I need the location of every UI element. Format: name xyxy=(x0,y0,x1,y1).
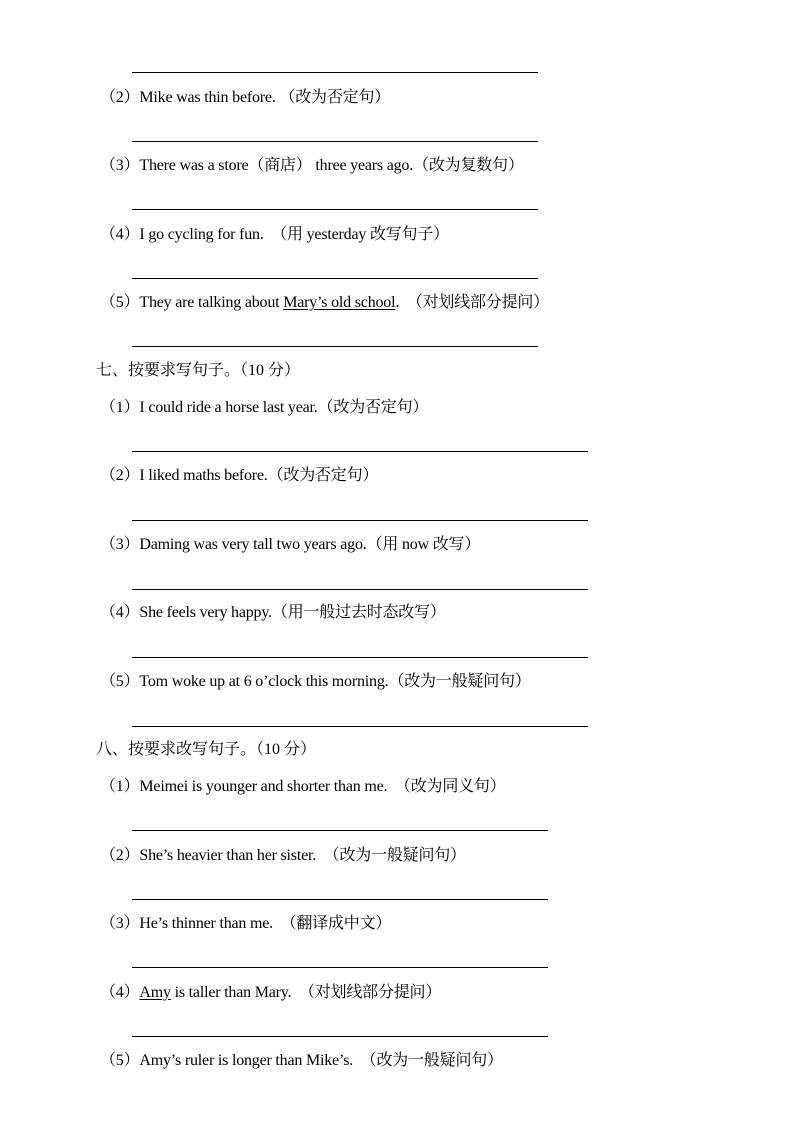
question-number: （5） xyxy=(100,294,140,311)
question-instruction: （用 now 改写） xyxy=(366,536,481,553)
question-sentence: Meimei is younger and shorter than me. xyxy=(139,778,388,795)
question-8-3 xyxy=(100,914,391,934)
question-instruction: （改为一般疑问句） xyxy=(388,673,531,690)
question-sentence: She’s heavier than her sister. xyxy=(139,847,317,864)
question-instruction: （改为一般疑问句） xyxy=(360,1052,503,1069)
answer-blank-6-1[interactable] xyxy=(132,72,538,73)
question-sentence-end: . xyxy=(395,294,400,311)
question-number: （1） xyxy=(100,399,140,416)
question-instruction: （改为一般疑问句） xyxy=(323,847,466,864)
question-number: （2） xyxy=(100,467,140,484)
question-sentence: I go cycling for fun. xyxy=(139,226,264,243)
answer-blank-7-2[interactable] xyxy=(132,520,588,521)
question-instruction: （对划线部分提问） xyxy=(298,984,442,1001)
underlined-phrase: Amy xyxy=(139,984,171,1001)
question-number: （3） xyxy=(100,915,140,932)
question-instruction: （用一般过去时态改写） xyxy=(271,604,446,621)
question-instruction: （用 yesterday 改写句子） xyxy=(271,226,449,243)
question-sentence-start: They are talking about xyxy=(139,294,284,311)
question-6-3 xyxy=(100,156,524,176)
question-8-4 xyxy=(100,983,441,1003)
question-6-2 xyxy=(100,88,390,108)
question-7-4 xyxy=(100,603,446,623)
question-instruction: （翻译成中文） xyxy=(280,915,392,932)
answer-blank-6-3[interactable] xyxy=(132,209,538,210)
question-sentence: He’s thinner than me. xyxy=(139,915,273,932)
section-8-heading: 八、按要求改写句子。（10 分） xyxy=(96,741,317,758)
question-instruction: （改为否定句） xyxy=(279,89,391,106)
question-number: （4） xyxy=(100,604,140,621)
question-8-1 xyxy=(100,777,506,797)
question-8-5 xyxy=(100,1051,503,1071)
question-number: （4） xyxy=(100,226,140,243)
question-sentence: Daming was very tall two years ago. xyxy=(139,536,367,553)
answer-blank-8-4[interactable] xyxy=(132,1036,548,1037)
question-6-5 xyxy=(100,293,549,313)
question-sentence: I could ride a horse last year. xyxy=(139,399,318,416)
question-6-4 xyxy=(100,225,449,245)
question-instruction: （对划线部分提问） xyxy=(406,294,549,311)
answer-blank-7-5[interactable] xyxy=(132,726,588,727)
question-sentence: Mike was thin before. xyxy=(139,89,276,106)
question-number: （3） xyxy=(100,536,140,553)
section-7-heading: 七、按要求写句子。（10 分） xyxy=(96,362,301,379)
question-sentence: There was a store（商店） three years ago. xyxy=(139,157,414,174)
question-instruction: （改为否定句） xyxy=(317,399,429,416)
answer-blank-7-1[interactable] xyxy=(132,451,588,452)
question-instruction: （改为复数句） xyxy=(413,157,524,174)
question-7-1 xyxy=(100,398,428,418)
answer-blank-6-5[interactable] xyxy=(132,346,538,347)
question-instruction: （改为否定句） xyxy=(267,467,379,484)
question-number: （1） xyxy=(100,778,140,795)
question-number: （5） xyxy=(100,673,140,690)
question-sentence: Amy’s ruler is longer than Mike’s. xyxy=(139,1052,354,1069)
question-number: （5） xyxy=(100,1052,140,1069)
question-7-5 xyxy=(100,672,531,692)
question-sentence: Tom woke up at 6 o’clock this morning. xyxy=(139,673,389,690)
question-sentence: She feels very happy. xyxy=(139,604,272,621)
question-number: （3） xyxy=(100,157,140,174)
question-7-2 xyxy=(100,466,378,486)
question-7-3 xyxy=(100,535,480,555)
question-8-2 xyxy=(100,846,466,866)
question-sentence-end: is taller than Mary. xyxy=(170,984,292,1001)
underlined-phrase: Mary’s old school xyxy=(283,294,396,311)
answer-blank-6-4[interactable] xyxy=(132,278,538,279)
question-number: （2） xyxy=(100,847,140,864)
question-sentence: I liked maths before. xyxy=(139,467,268,484)
answer-blank-8-1[interactable] xyxy=(132,830,548,831)
question-instruction: （改为同义句） xyxy=(394,778,506,795)
answer-blank-8-2[interactable] xyxy=(132,899,548,900)
answer-blank-6-2[interactable] xyxy=(132,141,538,142)
answer-blank-8-3[interactable] xyxy=(132,967,548,968)
question-number: （4） xyxy=(100,984,140,1001)
answer-blank-7-3[interactable] xyxy=(132,589,588,590)
question-number: （2） xyxy=(100,89,140,106)
answer-blank-7-4[interactable] xyxy=(132,657,588,658)
